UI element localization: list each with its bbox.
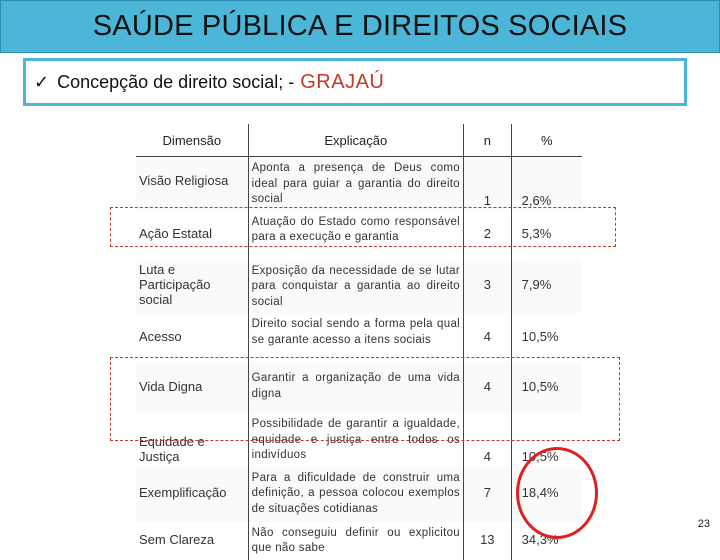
header-n: n — [464, 124, 512, 157]
cell-explicacao: Exposição da necessidade de se lutar para conquistar a garantia ao direito social — [248, 260, 463, 314]
cell-pct: 18,4% — [511, 467, 582, 522]
subtitle-box — [23, 58, 687, 106]
cell-pct: 7,9% — [511, 260, 582, 314]
cell-n: 4 — [464, 363, 512, 413]
cell-n: 4 — [464, 313, 512, 363]
header-explicacao: Explicação — [248, 124, 463, 157]
check-icon: ✓ — [34, 71, 50, 92]
cell-n: 3 — [464, 260, 512, 314]
cell-explicacao: Não conseguiu definir ou explicitou que não sabe — [248, 522, 463, 560]
cell-n: 7 — [464, 467, 512, 522]
cell-explicacao: Possibilidade de garantir a igualdade, equidade e justiça entre todos os indivíduos — [248, 413, 463, 467]
cell-pct: 10,5% — [521, 448, 559, 464]
cell-explicacao: Atuação do Estado como responsável para a execução e garantia — [248, 211, 463, 260]
cell-dimensao: Acesso — [136, 313, 248, 363]
cell-pct: 2,6% — [511, 157, 582, 211]
cell-pct: 34,3% — [521, 531, 559, 547]
highlight-circle — [516, 447, 598, 539]
slide-title: SAÚDE PÚBLICA E DIREITOS SOCIAIS — [92, 10, 628, 42]
cell-dimensao: Visão Religiosa — [136, 157, 248, 211]
cell-n: 2 — [464, 211, 512, 260]
highlight-box-acao-estatal — [110, 207, 616, 247]
cell-explicacao: Garantir a organização de uma vida digna — [248, 363, 463, 413]
cell-dimensao: Vida Digna — [136, 363, 248, 413]
table-header-row — [136, 124, 582, 157]
cell-explicacao: Para a dificuldade de construir uma definição, a pessoa colocou exemplos de situações cotidianas — [248, 467, 463, 522]
cell-pct: 5,3% — [521, 226, 552, 242]
cell-n: 13 — [464, 522, 512, 560]
cell-explicacao: Aponta a presença de Deus como ideal para guiar a garantia do direito social — [248, 157, 463, 211]
table-row — [136, 157, 582, 211]
subtitle-highlight: GRAJAÚ — [300, 70, 385, 93]
cell-dimensao: Equidade e Justiça — [136, 413, 248, 467]
cell-n: 1 — [464, 157, 512, 211]
header-pct: % — [511, 124, 582, 157]
cell-dimensao: Sem Clareza — [136, 522, 248, 560]
title-bar — [0, 0, 720, 53]
table-row — [136, 260, 582, 314]
cell-dimensao: Ação Estatal — [136, 211, 248, 260]
cell-n: 4 — [464, 413, 512, 467]
cell-pct: 10,5% — [521, 329, 559, 345]
cell-pct: 10,5% — [511, 363, 582, 413]
cell-dimensao: Luta e Participação social — [136, 260, 248, 314]
page-number: 23 — [697, 518, 710, 530]
header-dimensao: Dimensão — [136, 124, 248, 157]
table-row — [136, 313, 582, 363]
cell-dimensao: Exemplificação — [136, 467, 248, 522]
highlight-box-vida-digna-equidade — [110, 357, 620, 441]
table-row — [136, 522, 582, 560]
subtitle-text: Concepção de direito social; - — [57, 71, 295, 92]
cell-explicacao: Direito social sendo a forma pela qual se garante acesso a itens sociais — [248, 313, 463, 363]
